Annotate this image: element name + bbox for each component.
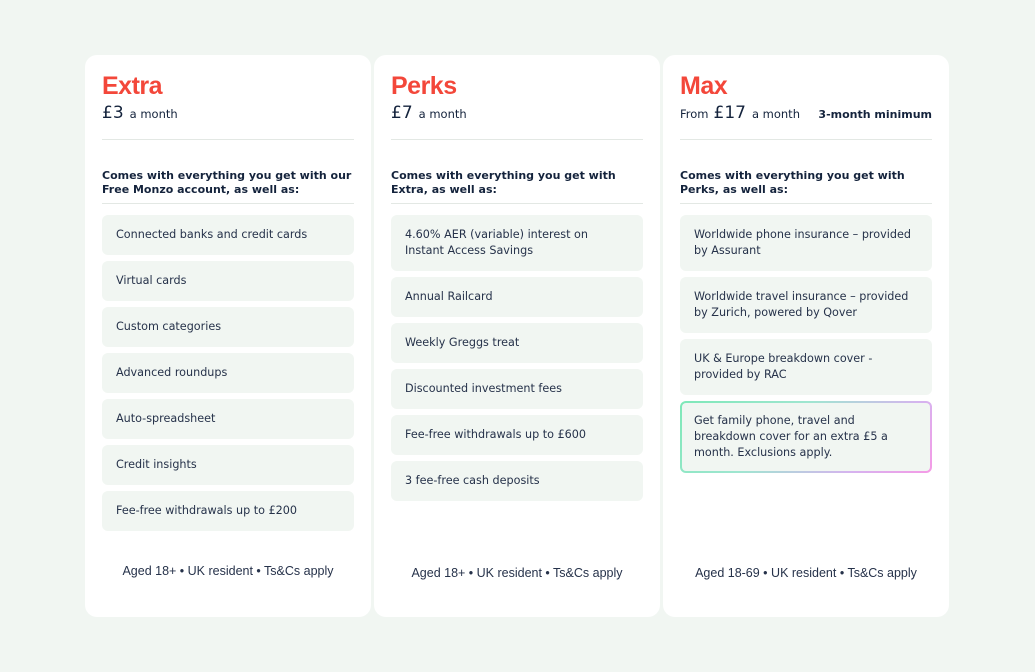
feature-item: Worldwide phone insurance – provided by Assurant <box>680 215 932 271</box>
price-period: a month <box>418 107 467 121</box>
price-period: a month <box>751 107 800 121</box>
feature-list <box>391 215 643 501</box>
feature-item: Credit insights <box>102 445 354 485</box>
eligibility-note: Aged 18+ • UK resident • Ts&Cs apply <box>411 566 623 580</box>
plan-name: Extra <box>102 72 163 100</box>
feature-item: Weekly Greggs treat <box>391 323 643 363</box>
feature-item: Worldwide travel insurance – provided by Zurich, powered by Qover <box>680 277 932 333</box>
plan-price: £7 <box>391 103 413 123</box>
feature-item: Fee-free withdrawals up to £600 <box>391 415 643 455</box>
feature-item: Advanced roundups <box>102 353 354 393</box>
feature-item: Fee-free withdrawals up to £200 <box>102 491 354 531</box>
plan-price: £3 <box>102 103 124 123</box>
divider <box>102 139 354 140</box>
plan-comparison <box>85 55 949 617</box>
divider <box>391 203 643 204</box>
divider <box>680 203 932 204</box>
plan-name: Perks <box>391 72 457 100</box>
plan-card-max <box>663 55 949 617</box>
feature-list <box>102 215 354 531</box>
plan-card-extra <box>85 55 371 617</box>
feature-item: Annual Railcard <box>391 277 643 317</box>
price-prefix: From <box>680 107 709 121</box>
eligibility-note: Aged 18+ • UK resident • Ts&Cs apply <box>122 564 334 578</box>
price-row <box>680 103 932 129</box>
feature-item: Auto-spreadsheet <box>102 399 354 439</box>
feature-list <box>680 215 932 473</box>
feature-item: 3 fee-free cash deposits <box>391 461 643 501</box>
plan-intro: Comes with everything you get with Perks, as well as: <box>680 169 905 196</box>
feature-item: 4.60% AER (variable) interest on Instant Access Savings <box>391 215 643 271</box>
eligibility-note: Aged 18-69 • UK resident • Ts&Cs apply <box>695 566 917 580</box>
family-cover-highlight: Get family phone, travel and breakdown cover for an extra £5 a month. Exclusions apply. <box>680 401 932 473</box>
divider <box>102 203 354 204</box>
price-row <box>391 103 643 129</box>
feature-item: Virtual cards <box>102 261 354 301</box>
price-period: a month <box>129 107 178 121</box>
feature-item: UK & Europe breakdown cover - provided by RAC <box>680 339 932 395</box>
price-row <box>102 103 354 129</box>
plan-card-perks <box>374 55 660 617</box>
divider <box>391 139 643 140</box>
divider <box>680 139 932 140</box>
feature-item: Custom categories <box>102 307 354 347</box>
plan-price: £17 <box>713 103 746 123</box>
plan-intro: Comes with everything you get with Extra, as well as: <box>391 169 616 196</box>
feature-item: Discounted investment fees <box>391 369 643 409</box>
feature-item: Connected banks and credit cards <box>102 215 354 255</box>
plan-intro: Comes with everything you get with our Free Monzo account, as well as: <box>102 169 352 196</box>
plan-name: Max <box>680 72 728 100</box>
minimum-term: 3-month minimum <box>818 108 932 121</box>
